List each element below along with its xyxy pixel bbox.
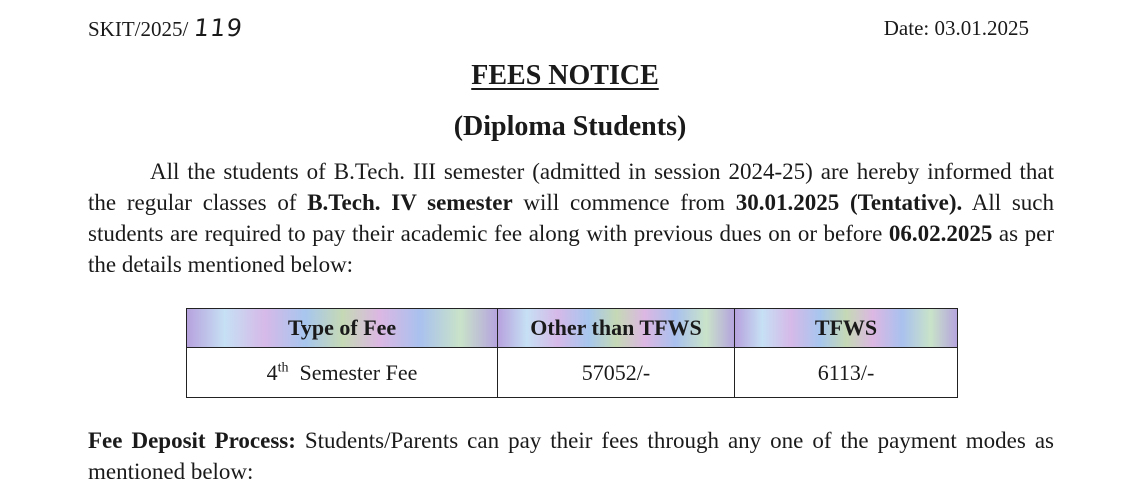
header-type-of-fee: Type of Fee [187,309,498,348]
deposit-label: Fee Deposit Process: [88,428,296,453]
commence-date: 30.01.2025 (Tentative). [735,190,963,215]
reference-prefix: SKIT/2025/ [88,17,189,41]
notice-subtitle: (Diploma Students) [453,111,687,142]
header-tfws: TFWS [735,309,958,348]
fee-table [186,308,958,398]
handwritten-reference-number: 119 [192,14,245,42]
notice-date: Date: 03.01.2025 [883,16,1029,40]
due-date: 06.02.2025 [888,221,993,246]
reference-number [88,14,243,42]
fee-table-header [187,309,958,348]
fee-type-cell: 4th Semester Fee [187,348,498,398]
notice-title: FEES NOTICE [471,60,659,91]
header-other-than-tfws: Other than TFWS [498,309,735,348]
tfws-amount: 6113/- [735,348,958,398]
semester-highlight: B.Tech. IV semester [307,190,513,215]
deposit-paragraph: Fee Deposit Process: Students/Parents can pay their fees through any one of the payment modes as mentioned below: [88,428,1054,484]
intro-paragraph: All the students of B.Tech. III semester (admitted in session 2024-25) are hereby informed that the regular classes of B.Tech. IV semester will commence from 30.01.2025 (Tentative). All such students are required to pay their academic fee along with previous dues on or before 06.02.2025 as per the details mentioned below: [88,159,1054,277]
table-row [187,348,958,398]
other-than-tfws-amount: 57052/- [498,348,735,398]
